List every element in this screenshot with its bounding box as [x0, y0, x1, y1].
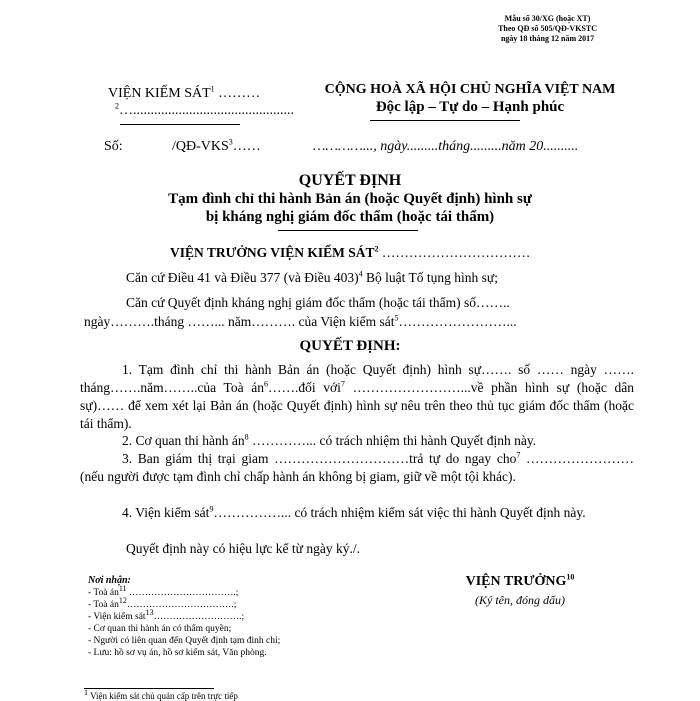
issuing-authority: VIỆN TRƯỞNG VIỆN KIỂM SÁT$^2$ ……………………………	[170, 244, 531, 260]
document-number-code: /QĐ-VKS$^3$……	[172, 137, 261, 154]
recipients-block	[88, 575, 280, 659]
country-name: CỘNG HOÀ XÃ HỘI CHỦ NGHĨA VIỆT NAM	[324, 82, 616, 97]
decision-heading: QUYẾT ĐỊNH:	[299, 338, 401, 354]
recipients-heading: Nơi nhận:	[88, 575, 131, 586]
agency-subunit: $^2$…..............................................	[115, 101, 294, 118]
form-reference-note	[498, 14, 597, 44]
recipient-item: - Toà $án^{11}$ …………………………….;	[88, 583, 239, 598]
title-underline	[278, 230, 418, 231]
form-note-line: Mẫu số 30/XG (hoặc XT)	[504, 14, 591, 23]
recipient-item: - Lưu: hồ sơ vụ án, hồ sơ kiểm sát, Văn phòng.	[88, 648, 267, 658]
article-3: 3. Ban giám thị trại giam …………………………trả tự do ngay cho$^7$ …………………… (nếu người được tạm đình chỉ chấp hành án không bị giam, giữ về một tội khác).	[80, 450, 635, 484]
legal-basis-2: Căn cứ Quyết định kháng nghị giám đốc thẩm (hoặc tái thẩm) số……..	[126, 295, 510, 310]
form-note-line: Theo QĐ số 505/QĐ-VKSTC	[498, 24, 597, 33]
signature-note: (Ký tên, đóng dấu)	[475, 593, 565, 607]
document-subtitle-line2: bị kháng nghị giám đốc thẩm (hoặc tái thẩm)	[205, 209, 495, 225]
legal-basis-1: Căn cứ Điều 41 và Điều 377 (và Điều 403)$^4$ Bộ luật Tố tụng hình sự;	[126, 269, 498, 285]
article-4: 4. Viện kiểm sát$^9$……………... có trách nhiệm kiểm sát việc thi hành Quyết định này.	[122, 504, 586, 520]
motto-underline	[370, 120, 520, 121]
signature-title: VIỆN TRƯỞNG$^{10}$	[465, 572, 575, 589]
form-note-line: ngày 18 tháng 12 năm 2017	[500, 34, 595, 43]
agency-name: VIỆN KIỂM SÁT$^1$ ………	[108, 84, 261, 101]
recipient-item: - Toà $án^{12}\dots\dots\dots\dots\dots\dots\dots\dots\dots\dots\dots$.;	[88, 595, 237, 610]
recipient-item: - Cơ quan thi hành án có thẩm quyền;	[88, 624, 232, 634]
legal-basis-2-cont: ngày……….tháng ……... năm………. của Viện kiểm sát$^5$……………………...	[84, 313, 517, 329]
document-title: QUYẾT ĐỊNH	[298, 172, 402, 189]
national-motto: Độc lập – Tự do – Hạnh phúc	[375, 99, 565, 115]
document-subtitle-line1: Tạm đình chỉ thi hành Bản án (hoặc Quyết định) hình sự	[168, 191, 532, 207]
recipient-item: - Người có liên quan đến Quyết định tạm đình chỉ;	[88, 636, 281, 646]
article-1: 1. Tạm đình chỉ thi hành Bản án (hoặc Quyết định) hình sự……. số …… ngày ……. tháng…….năm……..của Toà $án^6\dots\dots.đối$ với$^7$ ……………………...về phần hình sự (hoặc dân sự)…… để xem xét lại Bản án (hoặc Quyết định) hình sự nêu trên theo thủ tục giám đốc thẩm (hoặc tái thẩm).	[80, 362, 635, 431]
document-number-label: Số:	[104, 139, 123, 154]
document-date: …………..., ngày.........tháng.........năm 20..........	[313, 139, 579, 154]
article-2: 2. Cơ quan thi hành $án^8$ …………... có trách nhiệm thi hành Quyết định này.	[122, 432, 537, 448]
footnote-separator	[84, 688, 214, 689]
agency-underline	[120, 124, 240, 125]
recipient-item: - Viện kiểm sát$^{13}$……………………….;	[88, 607, 245, 622]
footnote: $^1$ Viện kiểm sát chủ quản cấp trên trực tiếp	[84, 688, 238, 701]
effective-clause: Quyết định này có hiệu lực kể từ ngày ký./.	[126, 541, 360, 556]
